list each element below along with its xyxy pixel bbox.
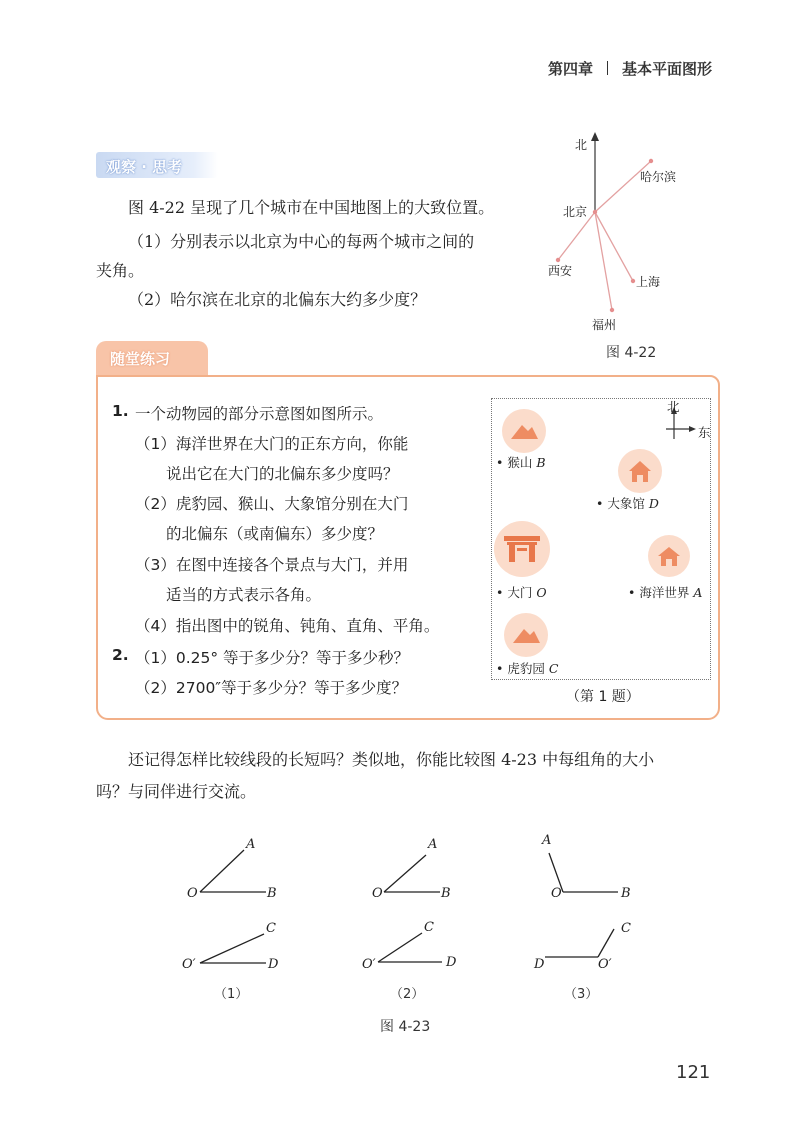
exercise-1-q3-line1: （3）在图中连接各个景点与大门，并用: [135, 556, 409, 574]
g1-label-d: D: [268, 957, 279, 972]
g2-bottom-ray-oc: [378, 933, 422, 962]
observe-q1-line2: 夹角。: [96, 261, 145, 280]
shanghai-dot: [631, 279, 635, 283]
monkey-mountain-icon: [502, 409, 546, 453]
city-beijing: 北京: [563, 205, 588, 219]
exercise-1-q2-line1: （2）虎豹园、猴山、大象馆分别在大门: [135, 495, 409, 513]
exercise-1-q3-line2: 适当的方式表示各角。: [166, 586, 322, 604]
g3-label-b: B: [621, 886, 631, 901]
g1-label-c: C: [266, 921, 276, 936]
xian-dot: [556, 258, 560, 262]
group-2-label: （2）: [390, 987, 425, 1002]
city-fuzhou: 福州: [592, 318, 617, 332]
exercise-2-number: 2.: [112, 646, 129, 664]
g2-top-ray-oa: [384, 855, 426, 892]
zoo-map: [491, 398, 711, 680]
elephant-hall-label: • 大象馆 D: [596, 496, 659, 511]
exercise-1-q1-line1: （1）海洋世界在大门的正东方向，你能: [135, 435, 409, 453]
compare-line2: 吗？与同伴进行交流。: [96, 782, 257, 801]
observe-intro: 图 4-22 呈现了几个城市在中国地图上的大致位置。: [128, 198, 495, 217]
line-beijing-harbin: [595, 161, 651, 212]
gate-icon: [494, 521, 550, 577]
g2-label-o: O: [372, 886, 383, 901]
north-arrow-icon: [591, 132, 599, 141]
elephant-hall-icon: [618, 449, 662, 493]
g1-label-op: O′: [182, 957, 196, 972]
group-1-label: （1）: [214, 987, 249, 1002]
chapter-header: [548, 58, 712, 79]
g2-label-a: A: [428, 837, 438, 852]
north-label: 北: [575, 138, 588, 152]
observe-think-label: 观察 · 思考: [106, 158, 183, 176]
city-harbin: 哈尔滨: [640, 170, 677, 184]
g3-label-op: O′: [598, 957, 612, 972]
map-caption: （第 1 题）: [566, 689, 640, 705]
ocean-world-label: • 海洋世界 A: [628, 585, 703, 600]
figure-4-23: [170, 828, 650, 1008]
chapter-title: 基本平面图形: [622, 60, 713, 78]
beijing-dot: [593, 210, 597, 214]
exercise-1-number: 1.: [112, 402, 129, 420]
g1-bottom-ray-oc: [200, 934, 264, 963]
figure-4-22: [540, 128, 710, 338]
g3-label-d: D: [534, 957, 545, 972]
g2-label-d: D: [446, 955, 457, 970]
exercise-2-q2: （2）2700″等于多少分？等于多少度？: [135, 679, 408, 697]
g1-top-ray-oa: [200, 850, 244, 892]
exercise-1-q4: （4）指出图中的锐角、钝角、直角、平角。: [135, 617, 440, 635]
map-north-label: 北: [667, 399, 680, 414]
monkey-mountain-label: • 猴山 B: [496, 455, 546, 470]
g2-label-b: B: [441, 886, 451, 901]
fuzhou-dot: [610, 308, 614, 312]
group-3-label: （3）: [564, 987, 599, 1002]
g3-label-o: O: [551, 886, 562, 901]
observe-think-badge: [96, 152, 218, 178]
city-shanghai: 上海: [636, 275, 661, 289]
tiger-garden-label: • 虎豹园 C: [496, 661, 559, 676]
exercise-1-title: 一个动物园的部分示意图如图所示。: [135, 405, 384, 423]
page-number: 121: [676, 1062, 711, 1083]
observe-q2: （2）哈尔滨在北京的北偏东大约多少度？: [128, 290, 427, 309]
g1-label-b: B: [267, 886, 277, 901]
g2-label-op: O′: [362, 957, 376, 972]
g3-bottom-ray-oc: [598, 929, 614, 957]
figure-4-22-caption: 图 4-22: [606, 345, 657, 361]
exercise-2-q1: （1）0.25° 等于多少分？等于多少秒？: [135, 649, 410, 667]
g3-label-c: C: [621, 921, 631, 936]
tiger-garden-icon: [504, 613, 548, 657]
harbin-dot: [649, 159, 653, 163]
city-xian: 西安: [548, 264, 573, 278]
header-divider: [607, 61, 608, 75]
map-east-label: 东: [698, 425, 711, 440]
gate-label: • 大门 O: [496, 585, 547, 600]
observe-q1-line1: （1）分别表示以北京为中心的每两个城市之间的: [128, 232, 475, 251]
line-beijing-xian: [558, 212, 595, 260]
practice-tab-label: 随堂练习: [110, 350, 171, 368]
figure-4-23-caption: 图 4-23: [380, 1019, 431, 1035]
g2-label-c: C: [424, 920, 434, 935]
exercise-1-q1-line2: 说出它在大门的北偏东多少度吗？: [166, 465, 399, 483]
exercise-1-q2-line2: 的北偏东（或南偏东）多少度？: [166, 525, 384, 543]
g1-label-a: A: [246, 837, 256, 852]
g3-label-a: A: [542, 833, 552, 848]
compare-line1: 还记得怎样比较线段的长短吗？类似地，你能比较图 4-23 中每组角的大小: [128, 750, 655, 769]
practice-tab: [96, 341, 208, 375]
ocean-world-icon: [648, 535, 690, 577]
g1-label-o: O: [187, 886, 198, 901]
chapter-label: 第四章: [548, 60, 594, 78]
